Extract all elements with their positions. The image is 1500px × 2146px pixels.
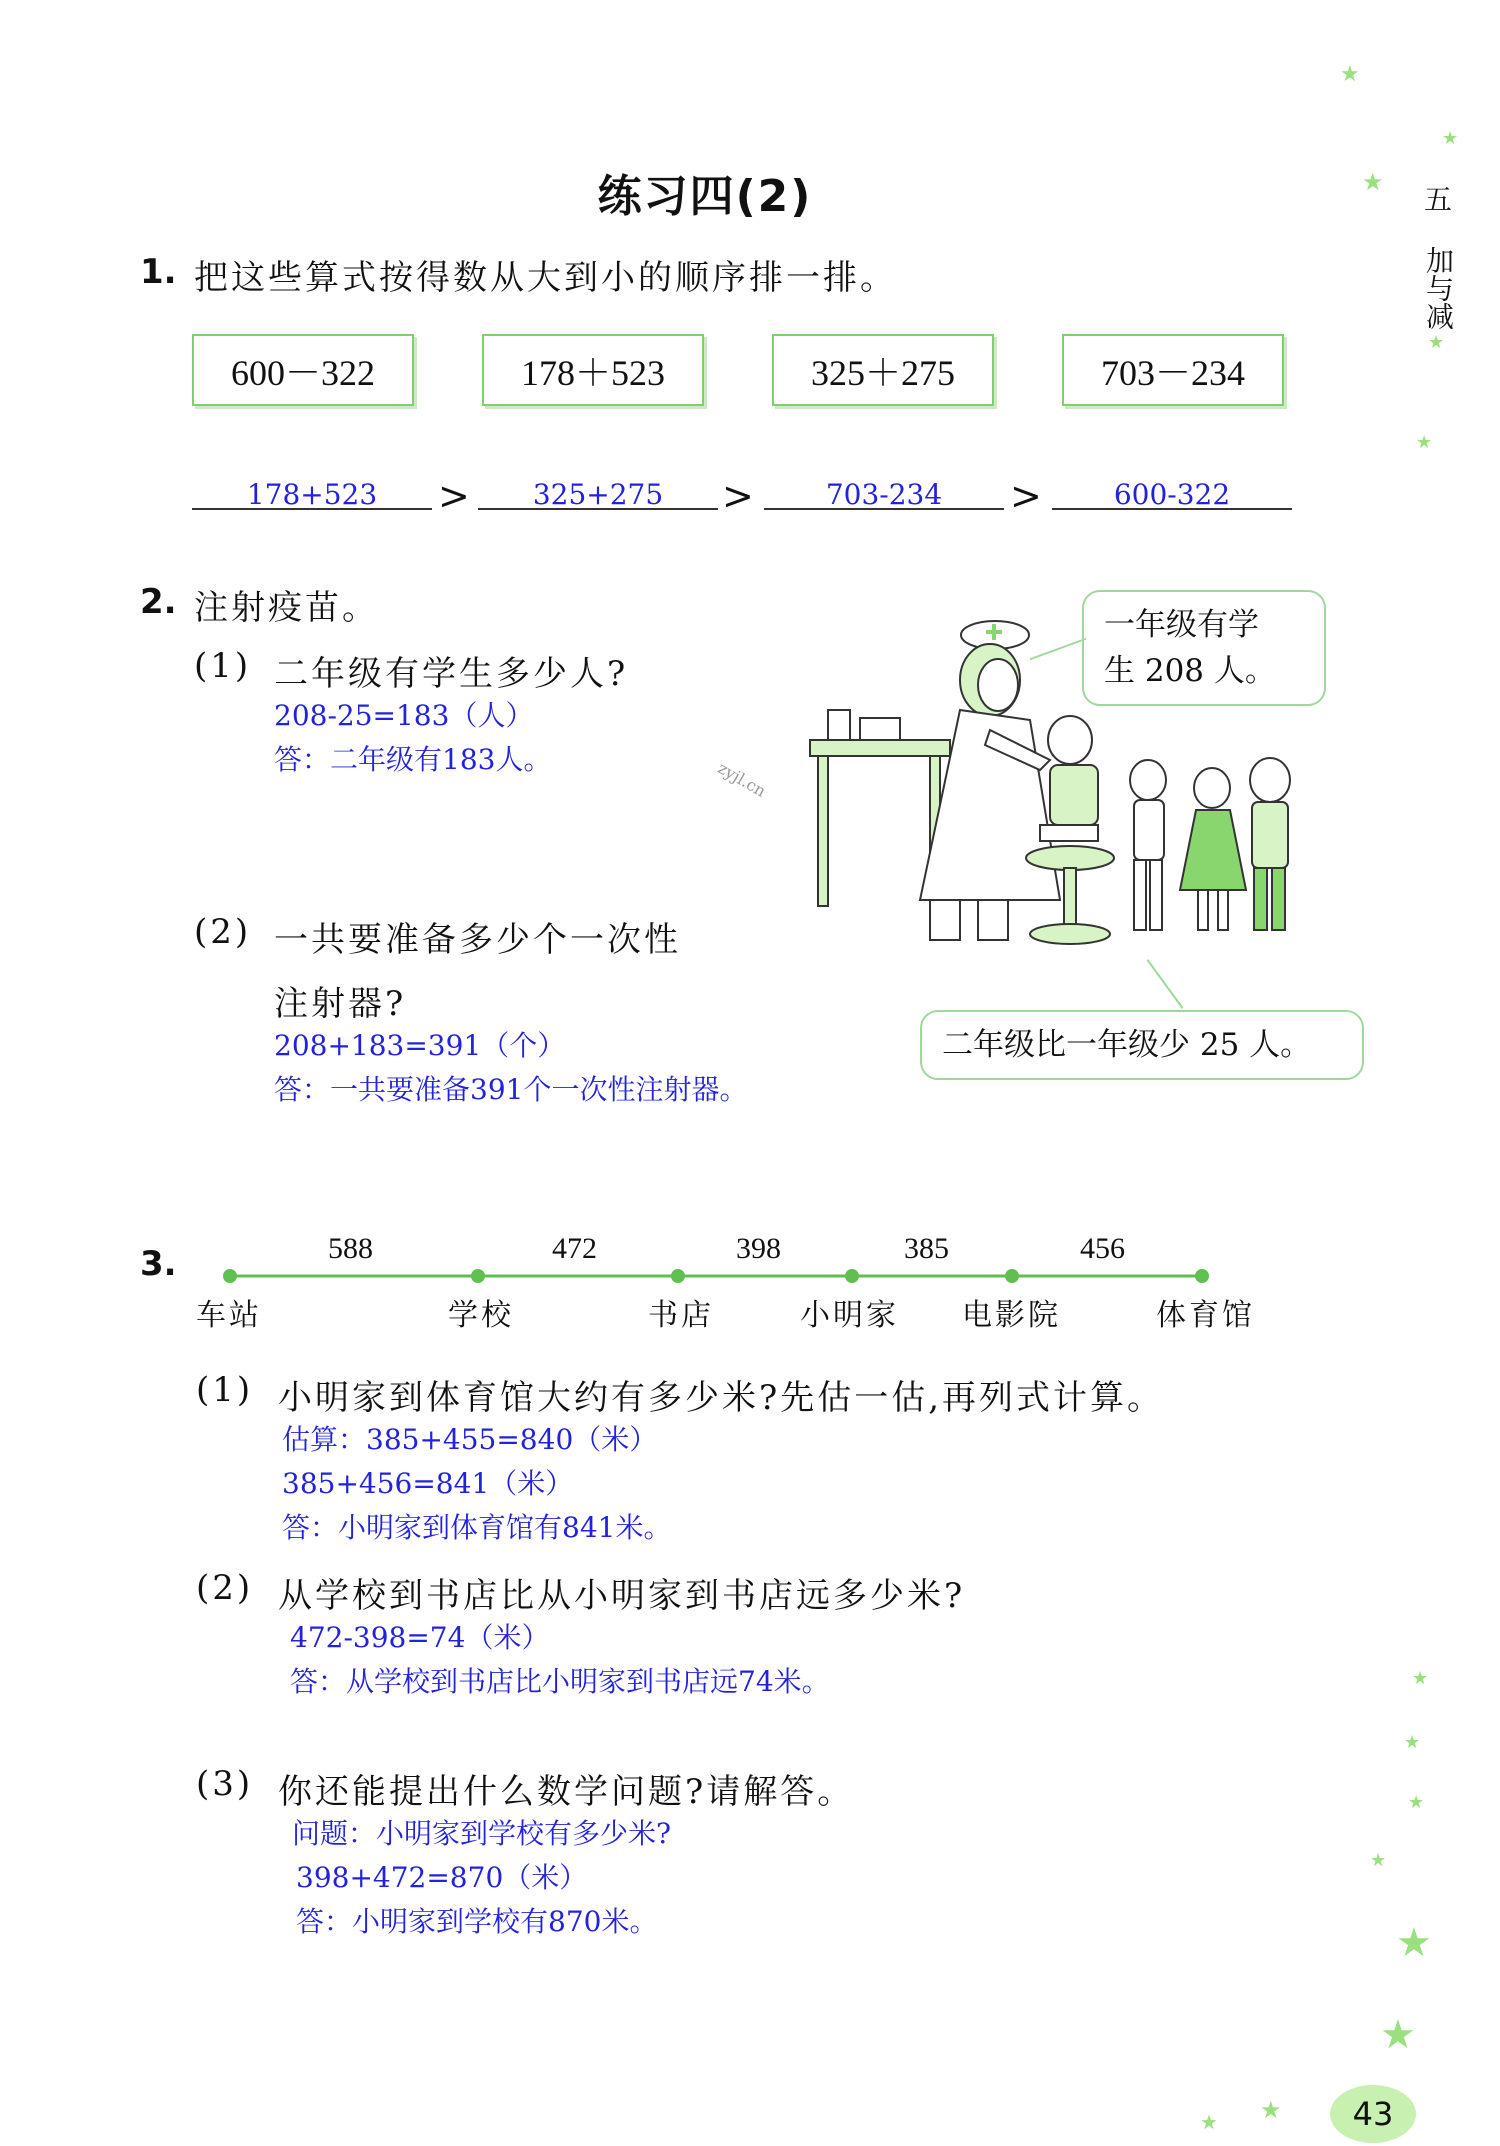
q3-sub2-answer: 472-398=74（米） xyxy=(290,1621,550,1654)
chapter-name: 加与减 xyxy=(1422,246,1455,330)
distance-label: 588 xyxy=(328,1232,373,1265)
chapter-tab xyxy=(1418,182,1458,330)
expression-card: 703－234 xyxy=(1062,334,1284,406)
star-icon: ★ xyxy=(1416,432,1433,453)
q3-sub1-text: 小明家到体育馆大约有多少米?先估一估,再列式计算。 xyxy=(278,1378,1165,1418)
distance-label: 456 xyxy=(1080,1232,1125,1265)
star-icon: ★ xyxy=(1428,332,1445,353)
stop-label: 书店 xyxy=(648,1298,714,1333)
route-line xyxy=(220,1264,1210,1288)
star-icon: ★ xyxy=(1340,62,1360,87)
q3-sub1-label: (1) xyxy=(196,1370,254,1410)
q3-sub2-answer: 答：从学校到书店比小明家到书店远74米。 xyxy=(290,1665,830,1698)
question-1-number: 1. xyxy=(140,252,177,292)
q2-sub1-label: (1) xyxy=(194,646,252,686)
q3-sub3-answer: 答：小明家到学校有870米。 xyxy=(296,1905,658,1938)
star-icon: ★ xyxy=(1442,128,1459,149)
q3-sub1-answer: 答：小明家到体育馆有841米。 xyxy=(282,1511,672,1544)
star-icon: ★ xyxy=(1408,1792,1425,1813)
q2-sub1-answer: 208-25=183（人） xyxy=(274,699,534,732)
star-icon: ★ xyxy=(1362,168,1384,196)
stop-label: 体育馆 xyxy=(1156,1298,1255,1333)
answer-blank[interactable]: 325+275 xyxy=(478,478,718,510)
q3-sub3-answer: 问题：小明家到学校有多少米? xyxy=(292,1817,672,1850)
question-2-text: 注射疫苗。 xyxy=(194,588,379,628)
expression-card: 325＋275 xyxy=(772,334,994,406)
speech-bubble-top xyxy=(1082,590,1326,706)
q2-sub2-text: 注射器? xyxy=(274,984,407,1024)
page-number: 43 xyxy=(1330,2085,1416,2143)
stop-label: 电影院 xyxy=(962,1298,1061,1333)
stop-label: 学校 xyxy=(448,1298,514,1333)
star-icon: ★ xyxy=(1412,1668,1429,1689)
star-icon: ★ xyxy=(1396,1920,1432,1966)
chapter-number: 五 xyxy=(1423,183,1452,216)
stop-label: 车站 xyxy=(196,1298,262,1333)
answer-blank[interactable]: 600-322 xyxy=(1052,478,1292,510)
page-title: 练习四(2) xyxy=(597,171,813,222)
question-3-number: 3. xyxy=(140,1244,177,1284)
stop-label: 小明家 xyxy=(800,1298,899,1333)
answer-blank[interactable]: 703-234 xyxy=(764,478,1004,510)
star-icon: ★ xyxy=(1404,1732,1421,1753)
expression-card: 178＋523 xyxy=(482,334,704,406)
q2-sub2-text: 一共要准备多少个一次性 xyxy=(274,920,681,960)
distance-label: 385 xyxy=(904,1232,949,1265)
greater-than-sign: > xyxy=(722,474,754,518)
question-2-number: 2. xyxy=(140,582,177,622)
star-icon: ★ xyxy=(1370,1850,1387,1871)
speech-bubble-bottom: 二年级比一年级少 25 人。 xyxy=(920,1010,1364,1080)
star-icon: ★ xyxy=(1200,2110,1218,2134)
q3-sub3-label: (3) xyxy=(196,1764,254,1804)
star-icon: ★ xyxy=(1380,2012,1416,2058)
q3-sub3-answer: 398+472=870（米） xyxy=(296,1861,588,1894)
q2-sub1-answer: 答：二年级有183人。 xyxy=(274,743,552,776)
greater-than-sign: > xyxy=(438,474,470,518)
greater-than-sign: > xyxy=(1010,474,1042,518)
q2-sub2-answer: 208+183=391（个） xyxy=(274,1029,566,1062)
q3-sub3-text: 你还能提出什么数学问题?请解答。 xyxy=(278,1772,855,1812)
bubble-text: 一年级有学 xyxy=(1104,607,1259,643)
expression-card: 600－322 xyxy=(192,334,414,406)
star-icon: ★ xyxy=(1260,2096,1282,2124)
q3-sub2-label: (2) xyxy=(196,1568,254,1608)
question-1-text: 把这些算式按得数从大到小的顺序排一排。 xyxy=(194,258,897,298)
bubble-text: 生 208 人。 xyxy=(1104,653,1276,689)
distance-label: 398 xyxy=(736,1232,781,1265)
q2-sub1-text: 二年级有学生多少人? xyxy=(274,654,629,694)
answer-blank[interactable]: 178+523 xyxy=(192,478,432,510)
q2-sub2-answer: 答：一共要准备391个一次性注射器。 xyxy=(274,1073,748,1106)
distance-label: 472 xyxy=(552,1232,597,1265)
q3-sub1-answer: 估算：385+455=840（米） xyxy=(282,1423,658,1456)
q3-sub2-text: 从学校到书店比从小明家到书店远多少米? xyxy=(278,1576,966,1616)
q2-sub2-label: (2) xyxy=(194,912,252,952)
watermark: zyjl.cn xyxy=(714,758,770,801)
speech-bubble-tail xyxy=(1147,959,1184,1009)
q3-sub1-answer: 385+456=841（米） xyxy=(282,1467,574,1500)
